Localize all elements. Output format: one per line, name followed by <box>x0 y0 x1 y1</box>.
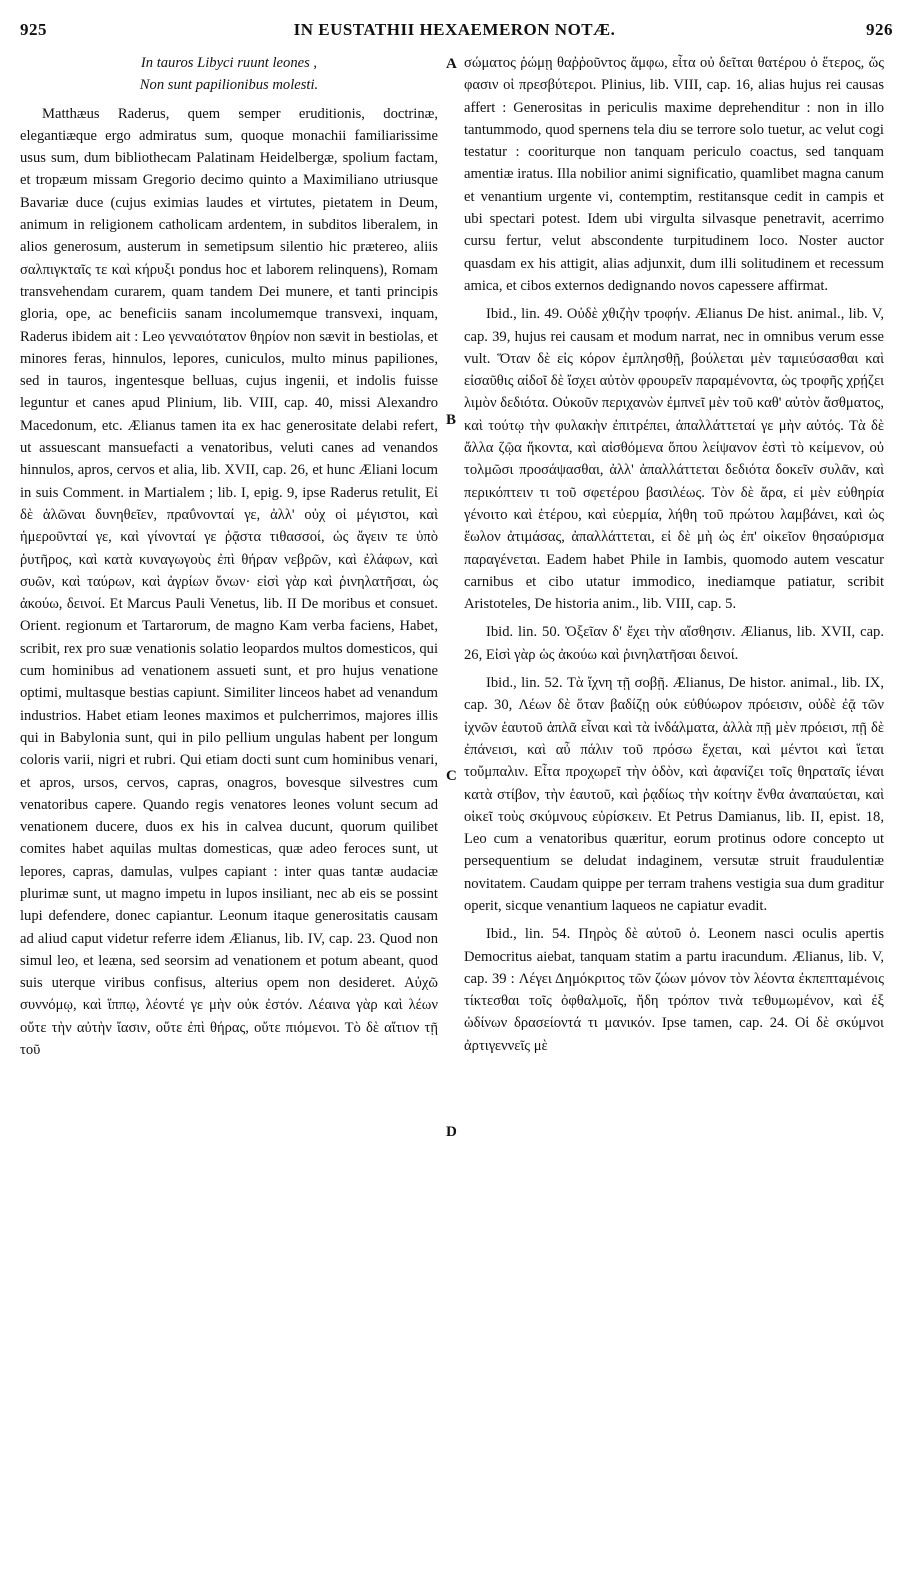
page-number-right: 926 <box>866 20 893 39</box>
paragraph: Ibid., lin. 54. Πηρὸς δὲ αὐτοῦ ὁ. Leonem nasci oculis apertis Democritus aiebat, tanquam statim a partu iracundum. Ælianus, lib. V, cap. 39 : Λέγει Δημόκριτος τῶν ζώων μόνον τὸν λέοντα ἐκπεπταμένοις τίκτεσθαι τοῖς ὀφθαλμοῖς, ἤδη τρόπον τινὰ τεθυμωμένον, καὶ ἐξ ὠδίνων δρασείοντά τι μανικόν. Ipse tamen, cap. 24. Οἱ δὲ σκύμνοι ἀρτιγεννεῖς μὲ <box>464 926 884 1054</box>
paragraph: Ibid. lin. 50. Ὀξεῖαν δ' ἔχει τὴν αἴσθησιν. Ælianus, lib. XVII, cap. 26, Εἰσὶ γὰρ ὡς ἀκούω καὶ ῥινηλατῆσαι δεινοί. <box>464 624 884 663</box>
margin-letter-a: A <box>446 56 457 72</box>
verse-line: Non sunt papilionibus molesti. <box>139 77 319 94</box>
paragraph: σώματος ῥώμῃ θαῤῥοῦντος ἄμφω, εἶτα οὐ δεῖται θατέρου ὁ ἕτερος, ὥς φασιν οἱ πρεσβύτεροι. Plinius, lib. VIII, cap. 16, alias hujus rei causas affert : Generositas in periculis maxime deprehenditur : non in illo tantummodo, quod spernens tela diu se terrore solo tuetur, ac velut cogi testatur : cooriturque non tanquam periculo coactus, sed tanquam amentiæ iratus. Illa nobilior animi significatio, quamlibet magna canum et venantium urgente vi, contemptim, restitansque cedit in campis et ubi spectari potest. Idem ubi virgulta silvasque penetravit, acerrimo cursu fertur, velut abscondente turpitudinem loco. Noster auctor quasdam ex his attigit, alias adjunxit, dum illi solitudinem et recessum amica, et cibos externos dedignando novos capessere affirmat. <box>464 55 884 294</box>
paragraph: Matthæus Raderus, quem semper eruditionis, doctrinæ, elegantiæque ergo admiratus sum, quoque monachii familiarissime usus sum, dum bibliothecam Palatinam Heidelbergæ, spolium factam, et tropæum missam Gregorio decimo quinto a Maximiliano utriusque Bavariæ duce (cujus eximias laudes et virtutes, pietatem in Deum, animum in religionem catholicam ardentem, in subditos liberalem, in alios generosum, austerum in semetipsum silentio hic prætereo, aliis σαλπιγκταῖς τε καὶ κήρυξι pondus hoc et laborem relinquens), Romam transvehendam curarem, quam tandem Dei munere, et tanti principis gloria, ope, ac beneficiis sanam incolumemque transvexi, inquam, Raderus ibidem ait : Leo γενναιότατον θηρίον non sævit in bestiolas, et minores feras, hinnulos, lepores, cuniculos, multo minus papiliones, sed in tauros, ingentesque belluas, cujus ingenii, et indolis fuisse leguntur et canes apud Plinium, lib. VIII, cap. 40, missi Alexandro Macedonum, etc. Ælianus tamen ita ex hac generositate delabi refert, ut assuescant mansuefacti a venatoribus, veluti canes ad venandos hinnulos, apros, cervos et alia, lib. XVII, cap. 26, et hunc Æliani locum in suis Comment. in Martialem ; lib. I, epig. 9, ipse Raderus retulit, Εἰ δὲ ἁλῶναι δυνηθεῖεν, πραΰνονταί γε, ἀλλ' οὐχ οἱ μέγιστοι, καὶ ἡμεροῦνταί γε, καὶ γίνονταί γε ῥᾷστα τιθασσοί, ὡς ἄγειν τε ὑπὸ ῥυτῆρος, καὶ κατὰ κυναγωγοὺς ἐπὶ θήραν νεβρῶν, καὶ ἐλάφων, καὶ συῶν, καὶ ταύρων, καὶ ἀγρίων ὄνων· εἰσὶ γὰρ καὶ ῥινηλατῆσαι, ὡς ἀκούω, δεινοί. Et Marcus Pauli Venetus, lib. II De moribus et consuet. Orient. regionum et Tartarorum, de magno Kam verba faciens, Habet, scribit, rex pro suæ venationis solatio leopardos multos domesticos, qui cum hominibus ad venationem assueti sunt, et pro hujus venatione optimi, multasque bestias capiunt. Similiter linceos habet ad venandum industrios. Habet etiam leones maximos et pulcherrimos, majores illis qui in Babylonia sunt, qui in pilo pellium ungulas habent per longum coloris varii, nigri et rubri. Qui etiam docti sunt cum hominibus venari, et apros, ursos, cervos, capras, onagros, bovesque silvestres cum venatoribus capere. Quando regis venatores leones volunt secum ad venationem ducere, duos ex his in calvea ducunt, quorum quilibet comites habet aquilas multas domesticas, quæ adeo feroces sunt, ut lepores, capras, damulas, vulpes capiant : inter quas tantæ audaciæ plurimæ sunt, ut magno impetu in lupos insiliant, nec ab eis se possint lupi defendere, donec capiantur. Leonum itaque generositatis causam ad aliud caput videtur referre idem Ælianus, lib. IV, cap. 23. Quod non simul leo, et leæna, sed seorsim ad venationem et potum abeant, quod suis uterque viribus confisus, alterius opem non desideret. Αὐχῶ συννόμῳ, καὶ ἵππῳ, λέοντέ γε μὴν οὐκ ἐστόν. Λέαινα γὰρ καὶ λέων οὔτε τὴν αὐτὴν ἴασιν, οὔτε ἐπὶ θήρας, οὔτε πιόμενοι. Τὸ δὲ αἴτιον τῇ τοῦ <box>20 105 438 1059</box>
running-header <box>0 0 909 50</box>
left-column <box>20 52 438 1567</box>
verse-line: In tauros Libyci ruunt leones , <box>140 55 318 71</box>
right-column <box>464 52 884 1567</box>
running-title: IN EUSTATHII HEXAEMERON NOTÆ. <box>293 20 616 39</box>
page-number-left: 925 <box>20 20 47 39</box>
margin-letter-d: D <box>446 1124 457 1140</box>
margin-letter-c: C <box>446 768 457 784</box>
margin-letter-b: B <box>446 412 457 428</box>
paragraph: Ibid., lin. 49. Οὐδὲ χθιζὴν τροφήν. Ælianus De hist. animal., lib. V, cap. 39, hujus rei causam et modum narrat, nec in omnibus verum esse vult. Ὅταν δὲ εἰς κόρον ἐμπλησθῇ, βούλεται μὲν ταμιεύσασθαι καὶ εἰσαῦθις αἰδοῖ δὲ ἴσχει αὐτὸν φρουρεῖν παραμένοντα, ὡς τροφῆς χρῄζει λιμὸν δεδιότα. Οὐκοῦν περιχανὼν ἐμπνεῖ μὲν τοῦ καθ' αὐτὸν ἄσθματος, καὶ τούτῳ τὴν φυλακὴν ἐπιτρέπει, ἀπαλλάττεταί γε μὴν αὐτός. Τὰ δὲ ἄλλα ζῷα ἥκοντα, καὶ αἰσθόμενα ὅπου λείψανον ἐστὶ τὸ κείμενον, οὐ τολμῶσι προσάψασθαι, ἀλλ' ἀπαλλάττεται δεδιότα δοκεῖν συλᾶν, καὶ περικόπτειν τι τοῦ σφετέρου βασιλέως. Τὸν δὲ ἄρα, εἰ μὲν εὐθηρία γένοιτο καὶ ἑτέρου, καὶ εὐερμία, λήθη τοῦ πρώτου λαμβάνει, καὶ ὡς ἕωλον ἀτιμάσας, ἀπαλλάττεται, εἰ δὲ μὴ ὡς ἐπ' οἰκεῖον θησαύρισμα παραγένεται. Eadem habet Phile in Iambis, quomodo autem vescatur carnibus et cibo utatur immodico, inediamque patiatur, scribit Aristoteles, De historia anim., lib. VIII, cap. 5. <box>464 306 884 613</box>
paragraph: Ibid., lin. 52. Τὰ ἴχνη τῇ σοβῇ. Ælianus, De histor. animal., lib. IX, cap. 30, Λέων δὲ ὅταν βαδίζῃ οὐκ εὐθύωρον πρόεισιν, οὐδὲ ἐᾷ τῶν ἰχνῶν ἑαυτοῦ ἁπλᾶ εἶναι καὶ τὰ ἰνδάλματα, ἀλλὰ πῇ μὲν πρόεισι, πῇ δὲ ἐπάνεισι, καὶ αὖ πάλιν τοῦ πρόσω ἔχεται, καὶ μέντοι καὶ ἵεται τοὔμπαλιν. Εἶτα προχωρεῖ τὴν ὁδὸν, καὶ ἀφανίζει τοῖς θηραταῖς ἰέναι κατὰ στίβον, τὴν ἑαυτοῦ, καὶ ῥᾳδίως τὴν κοίτην ἔνθα ἀναπαύεται, καὶ οἰκεῖ τοὺς σκύμνους εὑρίσκειν. Et Petrus Damianus, lib. II, epist. 18, Leo cum a venatoribus quæritur, eorum protinus odore concepto ut persequentium se deludat indaginem, versutæ struit fraudulentiæ novitatem. Caudam quippe per terram trahens vestigia sua dum graditur operit, sicque venantium laqueos ne capiatur evadit. <box>464 675 884 914</box>
